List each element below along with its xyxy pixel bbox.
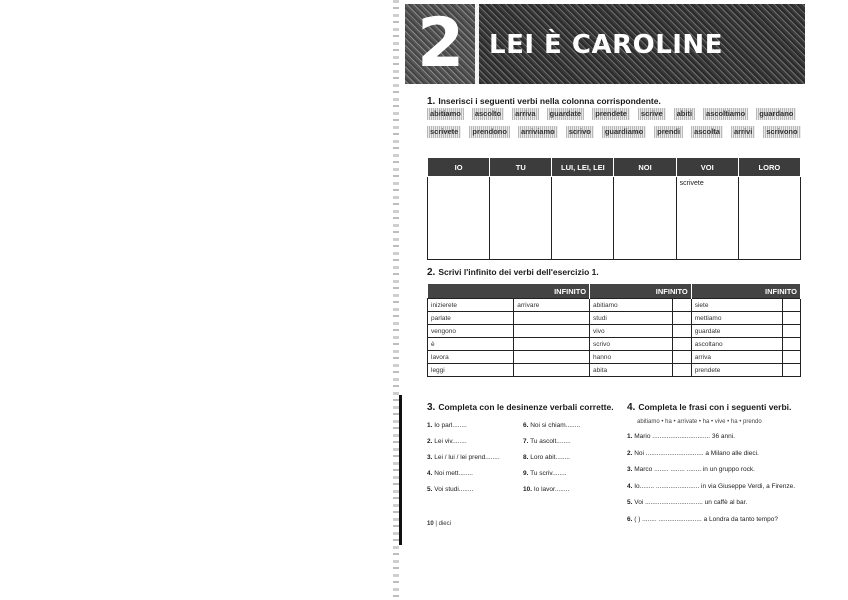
exercise-4-list bbox=[627, 429, 795, 528]
exercise-4-verb-bank: abitiamo • ha • arrivate • ha • vive • ha • prendo bbox=[637, 419, 762, 425]
exercise-4-instruction: Completa le frasi con i seguenti verbi. bbox=[638, 402, 792, 412]
verb-cell: lavora bbox=[428, 351, 514, 364]
verb-cell: scrivo bbox=[590, 338, 673, 351]
column-header-1: TU bbox=[490, 158, 552, 177]
infinito-header-1: INFINITO bbox=[428, 284, 590, 299]
infinitive-answer-cell[interactable] bbox=[673, 364, 691, 377]
list-item[interactable] bbox=[627, 479, 795, 496]
item-text: Voi studi........ bbox=[434, 486, 474, 493]
verb-cell: mettiamo bbox=[691, 312, 782, 325]
exercise-3-title bbox=[427, 402, 614, 413]
item-text: Io........ ........................ in via Giuseppe Verdi, a Firenze. bbox=[634, 482, 795, 490]
chapter-header bbox=[405, 4, 805, 84]
exercise-4-number: 4. bbox=[627, 402, 636, 413]
verb-bank-row-2 bbox=[427, 126, 802, 138]
list-item[interactable] bbox=[627, 495, 795, 512]
item-number: 9. bbox=[523, 470, 529, 477]
verb-cell: è bbox=[428, 338, 514, 351]
item-number: 1. bbox=[627, 433, 633, 440]
exercise-3-left-list bbox=[427, 418, 500, 498]
infinitive-answer-cell[interactable] bbox=[782, 338, 800, 351]
infinito-header-2: INFINITO bbox=[590, 284, 692, 299]
exercise-1-table bbox=[427, 157, 801, 260]
infinitive-answer-cell[interactable]: arrivare bbox=[514, 299, 590, 312]
verb-cell: siete bbox=[691, 299, 782, 312]
column-header-5: LORO bbox=[738, 158, 800, 177]
item-text: Loro abit........ bbox=[530, 454, 570, 461]
exercise-1-instruction: Inserisci i seguenti verbi nella colonna corrispondente. bbox=[438, 96, 661, 106]
item-text: Mario ................................ 36 anni. bbox=[634, 433, 736, 440]
verb-chip: prendete bbox=[592, 108, 630, 120]
item-text: Lei / lui / lei prend........ bbox=[434, 454, 500, 461]
verb-chip: ascoltiamo bbox=[703, 108, 748, 120]
verb-cell: vengono bbox=[428, 325, 514, 338]
answer-voi-sample: scrivete bbox=[679, 180, 704, 187]
verb-cell: vivo bbox=[590, 325, 673, 338]
verb-chip: abitiamo bbox=[427, 108, 464, 120]
item-text: Noi mett........ bbox=[434, 470, 473, 477]
verb-cell: prendete bbox=[691, 364, 782, 377]
list-item[interactable] bbox=[427, 482, 500, 498]
exercise-2-instruction: Scrivi l'infinito dei verbi dell'esercizio 1. bbox=[438, 267, 599, 277]
verb-bank-row-1 bbox=[427, 108, 802, 120]
exercise-3-number: 3. bbox=[427, 402, 436, 413]
infinitive-answer-cell[interactable] bbox=[514, 338, 590, 351]
verb-chip: prendi bbox=[654, 126, 683, 138]
verb-cell: leggi bbox=[428, 364, 514, 377]
list-item[interactable] bbox=[523, 450, 580, 466]
item-number: 1. bbox=[427, 422, 433, 429]
verb-chip: scrivono bbox=[763, 126, 800, 138]
exercise-4-title bbox=[627, 402, 791, 413]
list-item[interactable] bbox=[627, 512, 795, 529]
verb-chip: scrive bbox=[638, 108, 666, 120]
list-item[interactable] bbox=[523, 482, 580, 498]
infinitive-answer-cell[interactable] bbox=[782, 312, 800, 325]
infinito-header-3: INFINITO bbox=[691, 284, 800, 299]
exercise-3-right-list bbox=[523, 418, 580, 498]
item-number: 3. bbox=[427, 454, 433, 461]
item-number: 8. bbox=[523, 454, 529, 461]
answer-cell-loro[interactable] bbox=[738, 177, 800, 260]
list-item[interactable] bbox=[523, 418, 580, 434]
verb-cell: inizierete bbox=[428, 299, 514, 312]
answer-cell-voi[interactable] bbox=[676, 177, 738, 260]
item-number: 2. bbox=[427, 438, 433, 445]
exercise-2-header-row bbox=[428, 284, 801, 299]
exercise-2-title bbox=[427, 267, 599, 278]
item-text: Marco ........ ........ ........ in un gruppo rock. bbox=[634, 466, 755, 473]
chapter-number: 2 bbox=[417, 4, 465, 83]
infinitive-answer-cell[interactable] bbox=[782, 325, 800, 338]
exercise-1-title bbox=[427, 96, 661, 107]
infinitive-answer-cell[interactable] bbox=[782, 299, 800, 312]
column-header-2: LUI, LEI, LEI bbox=[552, 158, 614, 177]
infinitive-answer-cell[interactable] bbox=[673, 338, 691, 351]
exercise-2-number: 2. bbox=[427, 267, 436, 278]
column-header-0: IO bbox=[428, 158, 490, 177]
verb-chip: scrivete bbox=[427, 126, 461, 138]
exercise-1-number: 1. bbox=[427, 96, 436, 107]
item-text: Noi ................................ a Milano alle dieci. bbox=[634, 449, 759, 457]
table-row bbox=[428, 299, 801, 312]
verb-cell: hanno bbox=[590, 351, 673, 364]
infinitive-answer-cell[interactable] bbox=[514, 325, 590, 338]
table-row bbox=[428, 338, 801, 351]
verb-cell: arriva bbox=[691, 351, 782, 364]
column-header-3: NOI bbox=[614, 158, 676, 177]
verb-cell: studi bbox=[590, 312, 673, 325]
table-row bbox=[428, 351, 801, 364]
answer-cell-noi[interactable] bbox=[614, 177, 676, 260]
infinitive-answer-cell[interactable] bbox=[673, 299, 691, 312]
item-number: 6. bbox=[627, 515, 633, 523]
verb-chip: guardate bbox=[547, 108, 585, 120]
item-number: 10. bbox=[523, 486, 533, 493]
infinitive-answer-cell[interactable] bbox=[673, 325, 691, 338]
list-item[interactable] bbox=[627, 462, 795, 479]
verb-cell: abita bbox=[590, 364, 673, 377]
item-number: 4. bbox=[427, 470, 433, 477]
verb-chip: ascolta bbox=[691, 126, 723, 138]
item-number: 5. bbox=[427, 486, 433, 493]
infinitive-answer-cell[interactable] bbox=[782, 351, 800, 364]
verb-cell: ascoltano bbox=[691, 338, 782, 351]
item-text: Tu ascolt........ bbox=[530, 438, 571, 445]
list-item[interactable] bbox=[523, 434, 580, 450]
infinitive-answer-cell[interactable] bbox=[514, 312, 590, 325]
item-number: 6. bbox=[523, 422, 529, 429]
column-header-4: VOI bbox=[676, 158, 738, 177]
page-number-word: dieci bbox=[438, 521, 451, 527]
chapter-number-box bbox=[405, 4, 475, 84]
item-text: Tu scriv........ bbox=[530, 470, 567, 477]
verb-chip: arriva bbox=[512, 108, 538, 120]
answer-cell-tu[interactable] bbox=[490, 177, 552, 260]
answer-cell-io[interactable] bbox=[428, 177, 490, 260]
verb-chip: arrivi bbox=[731, 126, 755, 138]
verb-cell: parlate bbox=[428, 312, 514, 325]
exercise-1-answer-row bbox=[428, 177, 801, 260]
scan-binding-shadow bbox=[399, 395, 402, 545]
answer-cell-lui-lei[interactable] bbox=[552, 177, 614, 260]
exercise-2-table bbox=[427, 284, 801, 377]
verb-chip: scrivo bbox=[566, 126, 594, 138]
verb-chip: arriviamo bbox=[518, 126, 558, 138]
table-row bbox=[428, 312, 801, 325]
verb-chip: guardano bbox=[756, 108, 796, 120]
item-text: Lei viv........ bbox=[434, 438, 467, 445]
list-item[interactable] bbox=[427, 466, 500, 482]
exercise-1-verb-bank bbox=[427, 108, 802, 144]
infinitive-answer-cell[interactable] bbox=[673, 312, 691, 325]
list-item[interactable] bbox=[627, 429, 795, 446]
infinitive-answer-cell[interactable] bbox=[782, 364, 800, 377]
infinitive-answer-cell[interactable] bbox=[514, 364, 590, 377]
item-number: 4. bbox=[627, 482, 633, 490]
page-number-value: 10 bbox=[427, 521, 434, 527]
verb-chip: ascolto bbox=[472, 108, 504, 120]
verb-cell: guardate bbox=[691, 325, 782, 338]
list-item[interactable] bbox=[627, 446, 795, 463]
item-number: 2. bbox=[627, 449, 633, 457]
workbook-page bbox=[405, 0, 805, 600]
exercise-1-header-row bbox=[428, 158, 801, 177]
item-number: 7. bbox=[523, 438, 529, 445]
item-number: 5. bbox=[627, 499, 633, 506]
page-number: 10 | dieci bbox=[427, 521, 451, 527]
item-text: Noi si chiam........ bbox=[530, 422, 581, 429]
infinitive-answer-cell[interactable] bbox=[514, 351, 590, 364]
chapter-title: LEI È CAROLINE bbox=[489, 30, 723, 60]
verb-chip: abiti bbox=[674, 108, 695, 120]
item-text: Io lavor........ bbox=[533, 486, 570, 493]
list-item[interactable] bbox=[427, 418, 500, 434]
verb-chip: guardiamo bbox=[602, 126, 646, 138]
exercise-3-instruction: Completa con le desinenze verbali corrette. bbox=[438, 402, 614, 412]
item-number: 3. bbox=[627, 466, 633, 473]
infinitive-answer-cell[interactable] bbox=[673, 351, 691, 364]
header-divider bbox=[475, 4, 479, 84]
verb-chip: prendono bbox=[469, 126, 510, 138]
verb-cell: abitiamo bbox=[590, 299, 673, 312]
list-item[interactable] bbox=[523, 466, 580, 482]
table-row bbox=[428, 364, 801, 377]
item-text: Voi ................................ un caffè al bar. bbox=[634, 499, 748, 506]
item-text: ( ) ........ ........................ a Londra da tanto tempo? bbox=[634, 515, 779, 523]
table-row bbox=[428, 325, 801, 338]
list-item[interactable] bbox=[427, 450, 500, 466]
item-text: Io parl........ bbox=[434, 422, 467, 429]
list-item[interactable] bbox=[427, 434, 500, 450]
